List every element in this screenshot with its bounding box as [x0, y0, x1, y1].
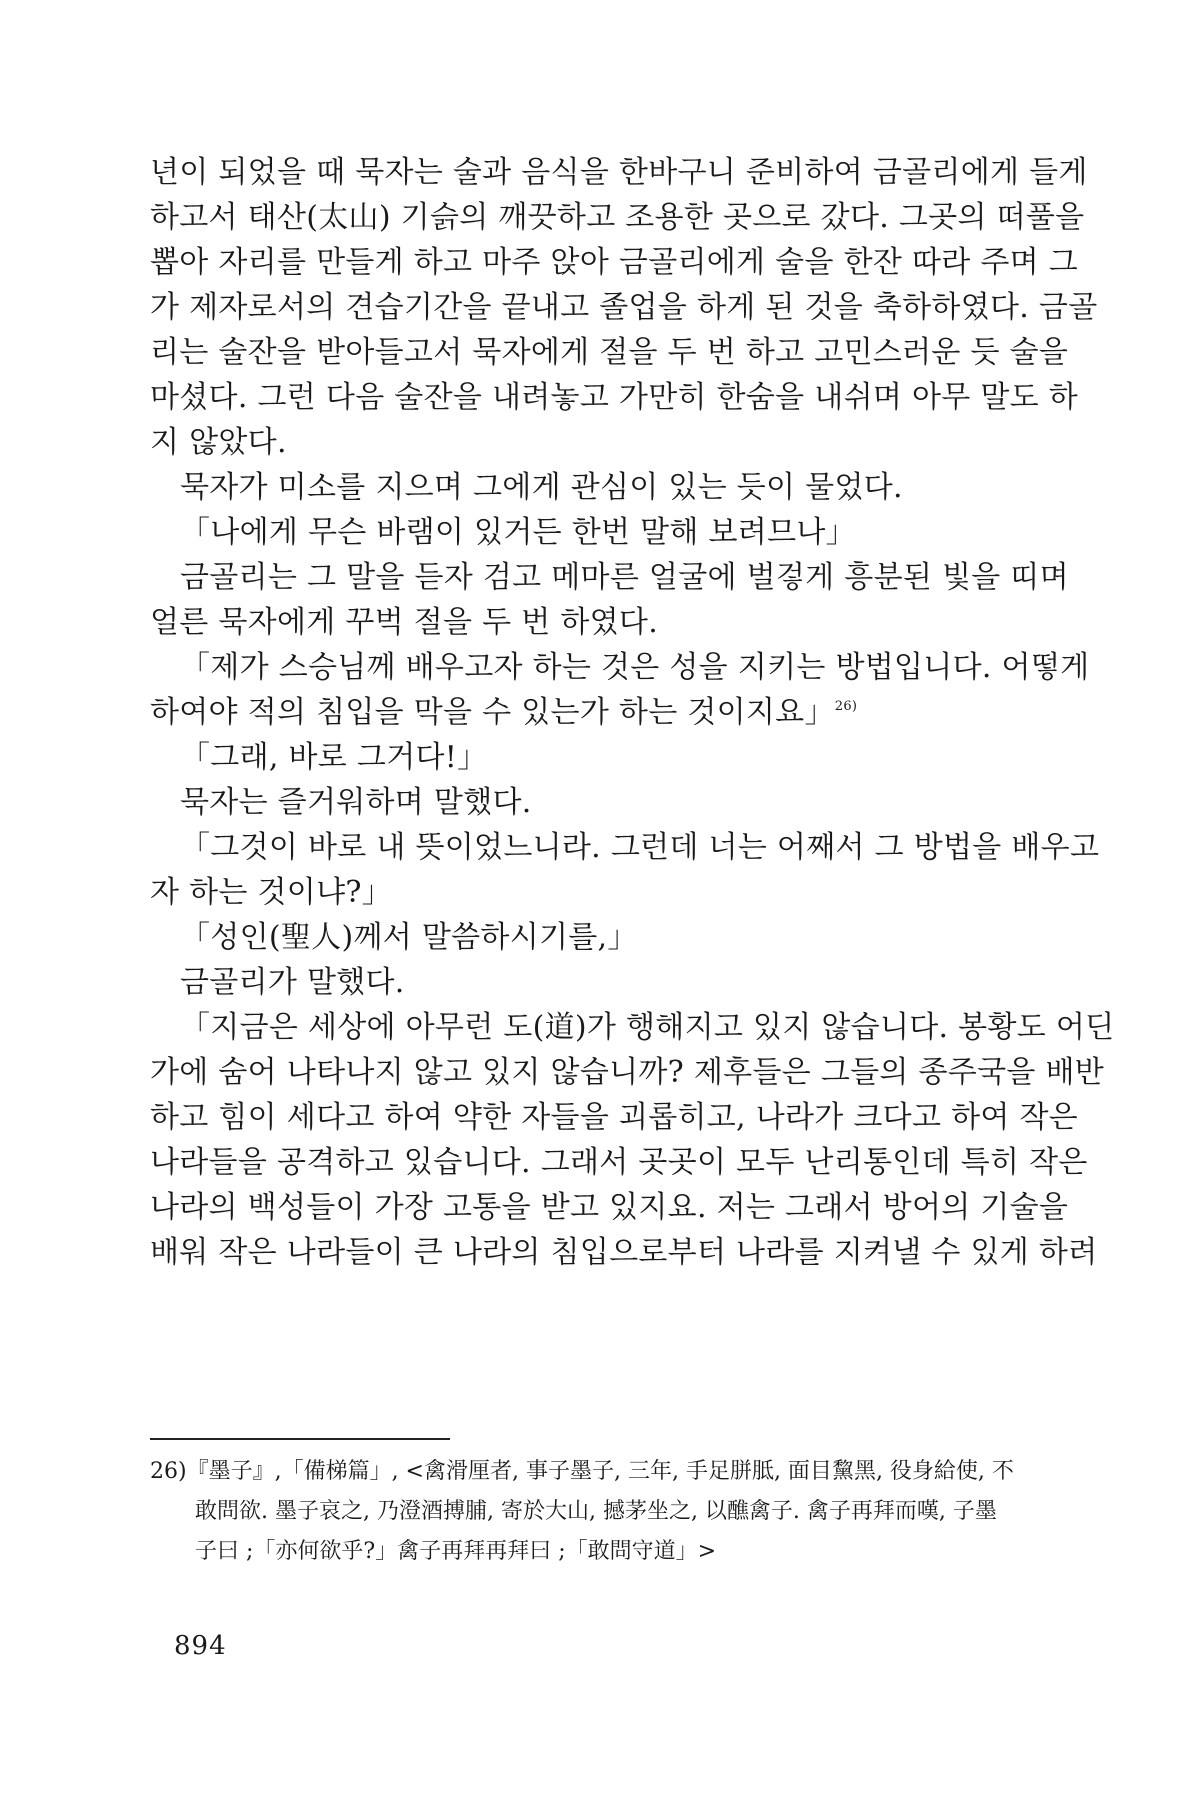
text-line-with-footnote [150, 690, 1055, 735]
text-line: 얼른 묵자에게 꾸벅 절을 두 번 하였다. [150, 605, 659, 640]
text-line: 금골리가 말했다. [180, 965, 405, 1000]
text-line: 「나에게 무슨 바램이 있거든 한번 말해 보려므나」 [180, 515, 856, 550]
text-line: 가 제자로서의 견습기간을 끝내고 졸업을 하게 된 것을 축하하였다. 금골 [150, 290, 1098, 325]
text-line: 묵자가 미소를 지으며 그에게 관심이 있는 듯이 물었다. [180, 470, 903, 505]
footnote-line: 敢問欲. 墨子哀之, 乃澄酒搏脯, 寄於大山, 撼茅坐之, 以醮禽子. 禽子再拜而嘆, 子墨 [195, 1499, 997, 1524]
text-line: 배워 작은 나라들이 큰 나라의 침입으로부터 나라를 지켜낼 수 있게 하려 [150, 1235, 1098, 1270]
text-line: 묵자는 즐거워하며 말했다. [180, 785, 532, 820]
text-line: 년이 되었을 때 묵자는 술과 음식을 한바구니 준비하여 금골리에게 들게 [150, 155, 1088, 190]
text-line: 하고 힘이 세다고 하여 약한 자들을 괴롭히고, 나라가 크다고 하여 작은 [150, 1100, 1079, 1135]
footnote-line: 子曰 ;「亦何欲乎?」禽子再拜再拜曰 ;「敢問守道」> [195, 1539, 717, 1564]
footnote-divider [150, 1438, 450, 1440]
page-number: 894 [174, 1631, 227, 1661]
text-line: 나라의 백성들이 가장 고통을 받고 있지요. 저는 그래서 방어의 기술을 [150, 1190, 1069, 1225]
footnote [150, 1452, 1055, 1572]
text-line: 「지금은 세상에 아무런 도(道)가 행해지고 있지 않습니다. 봉황도 어딘 [180, 1010, 1115, 1045]
text-line: 나라들을 공격하고 있습니다. 그래서 곳곳이 모두 난리통인데 특히 작은 [150, 1145, 1088, 1180]
text-line: 자 하는 것이냐?」 [150, 875, 393, 910]
text-line-content: 하여야 적의 침입을 막을 수 있는가 하는 것이지요」 [150, 695, 835, 730]
text-line: 「제가 스승님께 배우고자 하는 것은 성을 지키는 방법입니다. 어떻게 [180, 650, 1090, 685]
text-line: 마셨다. 그런 다음 술잔을 내려놓고 가만히 한숨을 내쉬며 아무 말도 하 [150, 380, 1079, 415]
text-line: 하고서 태산(太山) 기슭의 깨끗하고 조용한 곳으로 갔다. 그곳의 떠풀을 [150, 200, 1085, 235]
footnote-reference: 26) [834, 699, 858, 714]
text-line: 「성인(聖人)께서 말씀하시기를,」 [180, 920, 638, 955]
footnote-line: 26)『墨子』,「備梯篇」, <禽滑厘者, 事子墨子, 三年, 手足胼胝, 面目黧黑, 役身給使, 不 [150, 1459, 1014, 1484]
text-line: 리는 술잔을 받아들고서 묵자에게 절을 두 번 하고 고민스러운 듯 술을 [150, 335, 1069, 370]
text-line: 금골리는 그 말을 듣자 검고 메마른 얼굴에 벌겋게 흥분된 빛을 띠며 [180, 560, 1069, 595]
text-line: 가에 숨어 나타나지 않고 있지 않습니까? 제후들은 그들의 종주국을 배반 [150, 1055, 1105, 1090]
text-line: 뽑아 자리를 만들게 하고 마주 앉아 금골리에게 술을 한잔 따라 주며 그 [150, 245, 1079, 280]
text-line: 「그래, 바로 그거다!」 [180, 740, 488, 775]
text-line: 「그것이 바로 내 뜻이었느니라. 그런데 너는 어째서 그 방법을 배우고 [180, 830, 1100, 865]
body-text [150, 150, 1115, 1275]
text-line: 지 않았다. [150, 425, 287, 460]
